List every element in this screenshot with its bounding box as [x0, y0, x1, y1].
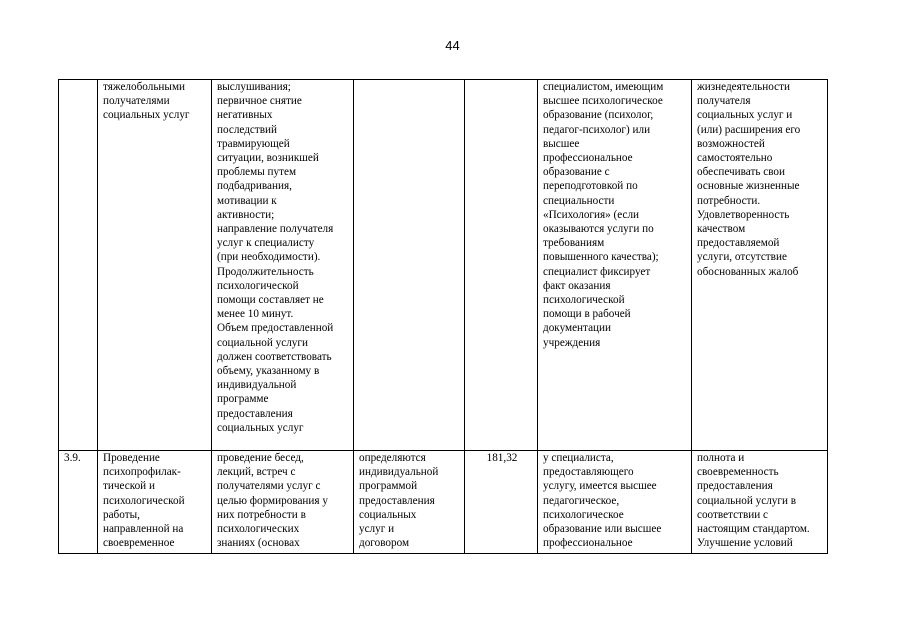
cell-tariff: [465, 80, 538, 451]
cell-quality: [692, 80, 828, 451]
cell-volume: [354, 80, 465, 451]
cell-description: [212, 451, 354, 554]
table-row: [59, 451, 828, 554]
cell-number-text: 3.9.: [64, 452, 81, 464]
cell-quality-text: жизнедеятельности получателя социальных услуг и (или) расширения его возможностей самостоятельно обеспечивать свои основные жизненные потребности. Удовлетворенность качеством предоставляемой услуги, отсутствие обоснованных жалоб: [697, 81, 801, 278]
cell-description-text: проведение бесед, лекций, встреч с получателями услуг с целью формирования у них потребности в психологических знаниях (основах: [217, 452, 328, 550]
cell-tariff: [465, 451, 538, 554]
table-row: [59, 80, 828, 451]
cell-conditions: [538, 451, 692, 554]
cell-tariff-text: 181,32: [486, 452, 518, 464]
cell-conditions-text: у специалиста, предоставляющего услугу, имеется высшее педагогическое, психологическое образование или высшее профессиональное: [543, 452, 662, 550]
cell-number: [59, 451, 98, 554]
page-number: 44: [445, 38, 460, 53]
cell-quality-text: полнота и своевременность предоставления социальной услуги в соответствии с настоящим стандартом. Улучшение условий: [697, 452, 810, 550]
cell-service-name: [98, 451, 212, 554]
cell-quality: [692, 451, 828, 554]
cell-volume-text: определяются индивидуальной программой предоставления социальных услуг и договором: [359, 452, 439, 550]
cell-service-name-text: тяжелобольными получателями социальных услуг: [103, 81, 190, 122]
cell-conditions: [538, 80, 692, 451]
cell-number: [59, 80, 98, 451]
cell-conditions-text: специалистом, имеющим высшее психологическое образование (психолог, педагог-психолог) или высшее профессиональное образование с переподготовкой по специальности «Психология» (если оказываются услуги по требованиям повышенного качества); специалист фиксирует факт оказания психологической помощи в рабочей документации учреждения: [543, 81, 664, 349]
services-table: [58, 79, 828, 554]
cell-service-name-text: Проведение психопрофилак- тической и психологической работы, направленной на своевременное: [103, 452, 185, 550]
cell-description-text: выслушивания; первичное снятие негативных последствий травмирующей ситуации, возникшей проблемы путем подбадривания, мотивации к активности; направление получателя услуг к специалисту (при необходимости). Продолжительность психологической помощи составляет не менее 10 минут. Объем предоставленной социальной услуги должен соответствовать объему, указанному в индивидуальной программе предоставления социальных услуг: [217, 81, 334, 434]
cell-volume: [354, 451, 465, 554]
cell-description: [212, 80, 354, 451]
cell-service-name: [98, 80, 212, 451]
